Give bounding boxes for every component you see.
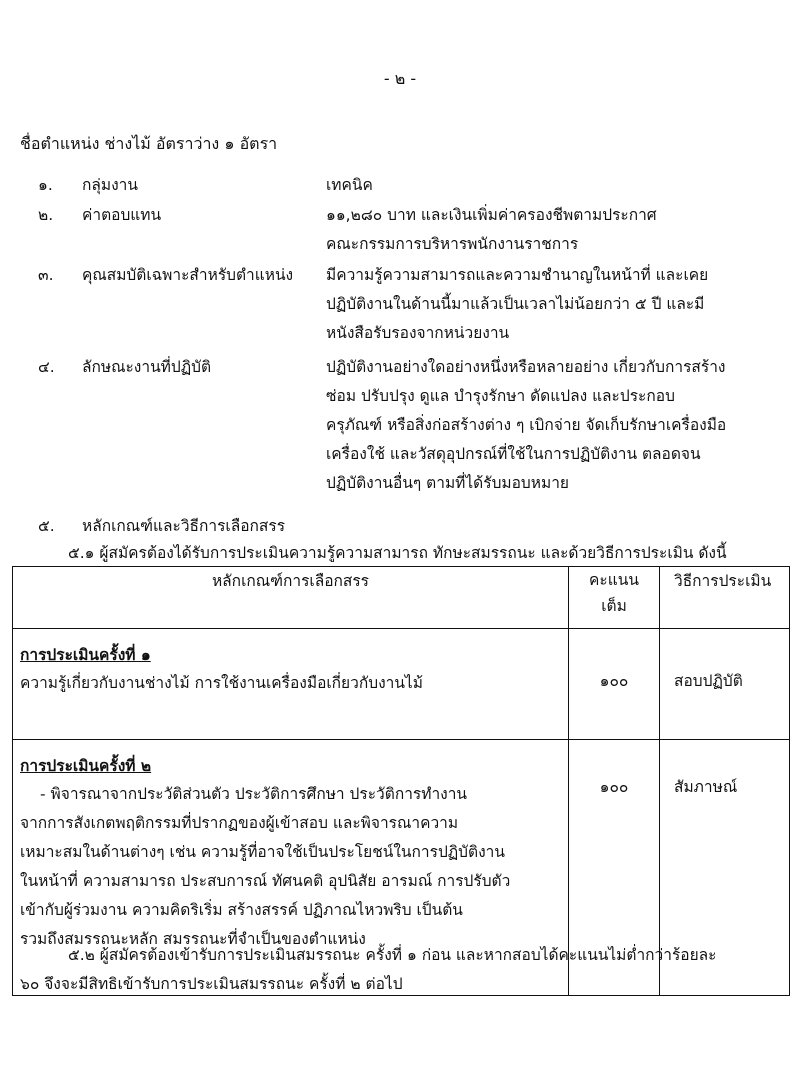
item-number: ๒.	[38, 206, 54, 224]
header-criteria: หลักเกณฑ์การเลือกสรร	[13, 567, 569, 629]
item-value-line: คณะกรรมการบริหารพนักงานราชการ	[326, 235, 579, 253]
item-value-line: ปฏิบัติงานในด้านนี้มาแล้วเป็นเวลาไม่น้อยกว่า ๕ ปี และมี	[326, 295, 705, 313]
item-value-line: ซ่อม ปรับปรุง ดูแล บำรุงรักษา ดัดแปลง และประกอบ	[326, 387, 675, 405]
note-5-2	[20, 941, 780, 999]
method-cell: สัมภาษณ์	[660, 740, 790, 996]
score-cell: ๑๐๐	[569, 740, 660, 996]
item-value-line: เทคนิค	[326, 176, 373, 194]
item-label: คุณสมบัติเฉพาะสำหรับตำแหน่ง	[82, 266, 294, 284]
item-value-line: ปฏิบัติงานอื่นๆ ตามที่ได้รับมอบหมาย	[326, 474, 569, 492]
note-line: ๕.๒ ผู้สมัครต้องเข้ารับการประเมินสมรรถนะ ครั้งที่ ๑ ก่อน และหากสอบได้คะแนนไม่ต่ำกว่าร้อยละ	[68, 946, 717, 964]
round-title: การประเมินครั้งที่ ๑	[20, 646, 151, 664]
item-value	[326, 261, 800, 348]
item-label: ลักษณะงานที่ปฏิบัติ	[82, 358, 212, 376]
score-cell: ๑๐๐	[569, 629, 660, 740]
item-value-line: มีความรู้ความสามารถและความชำนาญในหน้าที่ และเคย	[326, 266, 709, 284]
note-line: ๖๐ จึงจะมีสิทธิเข้ารับการประเมินสมรรถนะ ครั้งที่ ๒ ต่อไป	[20, 975, 403, 993]
item-value	[326, 171, 800, 200]
method-cell: สอบปฏิบัติ	[660, 629, 790, 740]
round-title: การประเมินครั้งที่ ๒	[20, 757, 152, 775]
item-label: กลุ่มงาน	[82, 176, 138, 194]
position-title: ชื่อตำแหน่ง ช่างไม้ อัตราว่าง ๑ อัตรา	[20, 134, 278, 153]
item-label: ค่าตอบแทน	[82, 206, 162, 224]
description-line: ในหน้าที่ ความสามารถ ประสบการณ์ ทัศนคติ อุปนิสัย อารมณ์ การปรับตัว	[20, 872, 511, 890]
header-full-score	[569, 567, 660, 629]
item-value	[326, 353, 800, 498]
criteria-cell	[13, 629, 569, 740]
round-description: ความรู้เกี่ยวกับงานช่างไม้ การใช้งานเครื่องมือเกี่ยวกับงานไม้	[20, 674, 423, 692]
criteria-table	[12, 566, 790, 996]
item-value-line: ๑๑,๒๘๐ บาท และเงินเพิ่มค่าครองชีพตามประกาศ	[326, 206, 657, 224]
item-value	[326, 201, 800, 259]
item-value-line: หนังสือรับรองจากหน่วยงาน	[326, 324, 510, 342]
header-score-line2: เต็ม	[601, 597, 627, 615]
intro-5-1: ๕.๑ ผู้สมัครต้องได้รับการประเมินความรู้ความสามารถ ทักษะสมรรถนะ และด้วยวิธีการประเมิน ดังนี้	[68, 544, 727, 562]
item-value-line: เครื่องใช้ และวัสดุอุปกรณ์ที่ใช้ในการปฏิบัติงาน ตลอดจน	[326, 445, 701, 463]
criteria-label: หลักเกณฑ์และวิธีการเลือกสรร	[82, 517, 286, 535]
table-row	[13, 629, 790, 740]
item-value-line: ปฏิบัติงานอย่างใดอย่างหนึ่งหรือหลายอย่าง เกี่ยวกับการสร้าง	[326, 358, 726, 376]
description-line: เข้ากับผู้ร่วมงาน ความคิดริเริ่ม สร้างสรรค์ ปฏิภาณไหวพริบ เป็นต้น	[20, 901, 463, 919]
item-number: ๔.	[38, 358, 55, 376]
header-score-line1: คะแนน	[589, 571, 639, 589]
page-number: - ๒ -	[383, 69, 417, 88]
description-line: เหมาะสมในด้านต่างๆ เช่น ความรู้ที่อาจใช้เป็นประโยชน์ในการปฏิบัติงาน	[20, 843, 505, 861]
description-line: รวมถึงสมรรถนะหลัก สมรรถนะที่จำเป็นของตำแหน่ง	[20, 930, 366, 948]
item-number: ๑.	[38, 176, 53, 194]
item-number: ๓.	[38, 266, 54, 284]
description-line: จากการสังเกตพฤติกรรมที่ปรากฏของผู้เข้าสอบ และพิจารณาความ	[20, 814, 459, 832]
table-header-row	[13, 567, 790, 629]
round-description	[13, 780, 568, 954]
criteria-number: ๕.	[38, 517, 55, 535]
description-line: - พิจารณาจากประวัติส่วนตัว ประวัติการศึกษา ประวัติการทำงาน	[40, 785, 468, 803]
item-value-line: ครุภัณฑ์ หรือสิ่งก่อสร้างต่าง ๆ เบิกจ่าย จัดเก็บรักษาเครื่องมือ	[326, 416, 727, 434]
header-method: วิธีการประเมิน	[660, 567, 790, 629]
